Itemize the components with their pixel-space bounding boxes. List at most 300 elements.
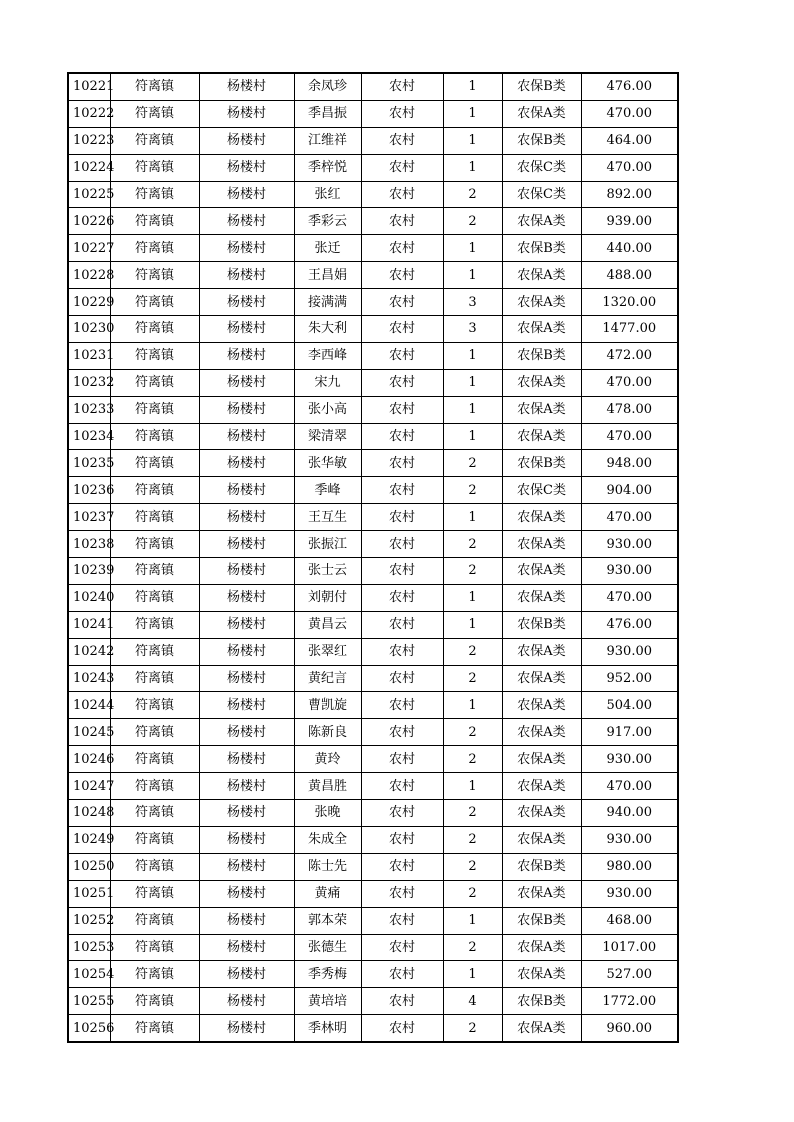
cell-count: 2 (443, 665, 502, 692)
cell-id: 10240 (68, 584, 110, 611)
cell-amount: 930.00 (581, 880, 678, 907)
cell-area-type: 农村 (361, 396, 443, 423)
cell-category: 农保A类 (502, 746, 581, 773)
cell-town: 符离镇 (110, 907, 199, 934)
cell-name: 王昌娟 (294, 262, 361, 289)
cell-category: 农保A类 (502, 800, 581, 827)
cell-village: 杨楼村 (199, 369, 294, 396)
cell-area-type: 农村 (361, 262, 443, 289)
cell-village: 杨楼村 (199, 611, 294, 638)
cell-id: 10226 (68, 208, 110, 235)
cell-id: 10223 (68, 127, 110, 154)
cell-amount: 917.00 (581, 719, 678, 746)
cell-count: 2 (443, 208, 502, 235)
cell-town: 符离镇 (110, 746, 199, 773)
cell-village: 杨楼村 (199, 773, 294, 800)
table-row (68, 73, 678, 100)
cell-amount: 980.00 (581, 853, 678, 880)
cell-area-type: 农村 (361, 369, 443, 396)
cell-amount: 470.00 (581, 423, 678, 450)
cell-count: 2 (443, 638, 502, 665)
cell-town: 符离镇 (110, 154, 199, 181)
cell-name: 江维祥 (294, 127, 361, 154)
cell-amount: 470.00 (581, 369, 678, 396)
cell-area-type: 农村 (361, 961, 443, 988)
cell-area-type: 农村 (361, 988, 443, 1015)
cell-area-type: 农村 (361, 477, 443, 504)
cell-amount: 488.00 (581, 262, 678, 289)
table-row (68, 423, 678, 450)
cell-village: 杨楼村 (199, 558, 294, 585)
cell-amount: 527.00 (581, 961, 678, 988)
cell-count: 4 (443, 988, 502, 1015)
cell-amount: 476.00 (581, 73, 678, 100)
cell-area-type: 农村 (361, 208, 443, 235)
cell-amount: 472.00 (581, 342, 678, 369)
cell-category: 农保A类 (502, 638, 581, 665)
cell-name: 黄昌云 (294, 611, 361, 638)
cell-category: 农保A类 (502, 504, 581, 531)
cell-name: 李西峰 (294, 342, 361, 369)
cell-count: 1 (443, 907, 502, 934)
table-body (68, 73, 678, 1042)
cell-village: 杨楼村 (199, 262, 294, 289)
cell-id: 10233 (68, 396, 110, 423)
cell-count: 2 (443, 477, 502, 504)
cell-count: 2 (443, 1015, 502, 1042)
cell-village: 杨楼村 (199, 504, 294, 531)
cell-area-type: 农村 (361, 127, 443, 154)
cell-id: 10250 (68, 853, 110, 880)
cell-amount: 1477.00 (581, 316, 678, 343)
cell-count: 2 (443, 719, 502, 746)
table-row (68, 880, 678, 907)
cell-amount: 952.00 (581, 665, 678, 692)
cell-id: 10221 (68, 73, 110, 100)
cell-town: 符离镇 (110, 853, 199, 880)
cell-village: 杨楼村 (199, 719, 294, 746)
cell-category: 农保A类 (502, 262, 581, 289)
cell-amount: 930.00 (581, 558, 678, 585)
cell-village: 杨楼村 (199, 531, 294, 558)
cell-village: 杨楼村 (199, 665, 294, 692)
table-row (68, 316, 678, 343)
cell-village: 杨楼村 (199, 477, 294, 504)
table-row (68, 961, 678, 988)
cell-area-type: 农村 (361, 1015, 443, 1042)
table-row (68, 638, 678, 665)
cell-name: 陈士先 (294, 853, 361, 880)
cell-name: 季峰 (294, 477, 361, 504)
cell-category: 农保B类 (502, 450, 581, 477)
cell-count: 1 (443, 342, 502, 369)
cell-town: 符离镇 (110, 477, 199, 504)
cell-amount: 930.00 (581, 638, 678, 665)
cell-area-type: 农村 (361, 746, 443, 773)
cell-area-type: 农村 (361, 316, 443, 343)
cell-id: 10238 (68, 531, 110, 558)
cell-amount: 464.00 (581, 127, 678, 154)
cell-name: 张红 (294, 181, 361, 208)
cell-town: 符离镇 (110, 504, 199, 531)
cell-village: 杨楼村 (199, 235, 294, 262)
table-row (68, 504, 678, 531)
cell-name: 张迁 (294, 235, 361, 262)
cell-name: 余凤珍 (294, 73, 361, 100)
cell-amount: 470.00 (581, 773, 678, 800)
cell-amount: 904.00 (581, 477, 678, 504)
table-row (68, 773, 678, 800)
cell-village: 杨楼村 (199, 934, 294, 961)
cell-category: 农保A类 (502, 584, 581, 611)
table-row (68, 665, 678, 692)
cell-name: 季彩云 (294, 208, 361, 235)
cell-town: 符离镇 (110, 800, 199, 827)
cell-area-type: 农村 (361, 853, 443, 880)
cell-count: 1 (443, 262, 502, 289)
cell-id: 10241 (68, 611, 110, 638)
cell-amount: 478.00 (581, 396, 678, 423)
cell-amount: 940.00 (581, 800, 678, 827)
cell-count: 1 (443, 235, 502, 262)
table-row (68, 584, 678, 611)
cell-name: 梁清翠 (294, 423, 361, 450)
cell-count: 1 (443, 961, 502, 988)
cell-category: 农保B类 (502, 988, 581, 1015)
table-row (68, 396, 678, 423)
cell-area-type: 农村 (361, 880, 443, 907)
cell-town: 符离镇 (110, 584, 199, 611)
cell-name: 张德生 (294, 934, 361, 961)
cell-category: 农保A类 (502, 1015, 581, 1042)
cell-area-type: 农村 (361, 181, 443, 208)
cell-name: 张翠红 (294, 638, 361, 665)
cell-count: 2 (443, 826, 502, 853)
cell-id: 10230 (68, 316, 110, 343)
cell-category: 农保A类 (502, 665, 581, 692)
cell-town: 符离镇 (110, 396, 199, 423)
table-row (68, 853, 678, 880)
cell-amount: 440.00 (581, 235, 678, 262)
cell-id: 10229 (68, 289, 110, 316)
cell-count: 2 (443, 934, 502, 961)
table-row (68, 692, 678, 719)
cell-id: 10244 (68, 692, 110, 719)
cell-name: 郭本荣 (294, 907, 361, 934)
cell-amount: 1320.00 (581, 289, 678, 316)
cell-town: 符离镇 (110, 423, 199, 450)
table-row (68, 1015, 678, 1042)
table-row (68, 719, 678, 746)
cell-id: 10227 (68, 235, 110, 262)
cell-amount: 476.00 (581, 611, 678, 638)
cell-id: 10232 (68, 369, 110, 396)
cell-category: 农保A类 (502, 208, 581, 235)
cell-count: 1 (443, 369, 502, 396)
table-row (68, 988, 678, 1015)
cell-town: 符离镇 (110, 961, 199, 988)
table-row (68, 127, 678, 154)
cell-count: 1 (443, 692, 502, 719)
table-row (68, 235, 678, 262)
cell-category: 农保A类 (502, 692, 581, 719)
cell-town: 符离镇 (110, 692, 199, 719)
cell-name: 陈新良 (294, 719, 361, 746)
cell-id: 10231 (68, 342, 110, 369)
cell-village: 杨楼村 (199, 826, 294, 853)
cell-category: 农保B类 (502, 342, 581, 369)
table-row (68, 100, 678, 127)
cell-id: 10225 (68, 181, 110, 208)
cell-town: 符离镇 (110, 73, 199, 100)
cell-town: 符离镇 (110, 316, 199, 343)
cell-village: 杨楼村 (199, 342, 294, 369)
cell-name: 黄玲 (294, 746, 361, 773)
cell-id: 10251 (68, 880, 110, 907)
cell-count: 1 (443, 396, 502, 423)
cell-amount: 930.00 (581, 826, 678, 853)
cell-id: 10256 (68, 1015, 110, 1042)
cell-town: 符离镇 (110, 880, 199, 907)
cell-name: 张晚 (294, 800, 361, 827)
cell-town: 符离镇 (110, 773, 199, 800)
table-row (68, 181, 678, 208)
cell-town: 符离镇 (110, 531, 199, 558)
cell-name: 刘朝付 (294, 584, 361, 611)
table-row (68, 342, 678, 369)
cell-amount: 960.00 (581, 1015, 678, 1042)
cell-village: 杨楼村 (199, 880, 294, 907)
cell-town: 符离镇 (110, 665, 199, 692)
cell-count: 2 (443, 746, 502, 773)
cell-village: 杨楼村 (199, 396, 294, 423)
cell-id: 10235 (68, 450, 110, 477)
cell-id: 10249 (68, 826, 110, 853)
cell-name: 接满满 (294, 289, 361, 316)
table-row (68, 934, 678, 961)
cell-area-type: 农村 (361, 154, 443, 181)
cell-count: 3 (443, 289, 502, 316)
cell-id: 10245 (68, 719, 110, 746)
data-table (67, 72, 679, 1043)
cell-area-type: 农村 (361, 423, 443, 450)
table-row (68, 611, 678, 638)
cell-amount: 470.00 (581, 154, 678, 181)
cell-category: 农保A类 (502, 880, 581, 907)
cell-town: 符离镇 (110, 369, 199, 396)
cell-area-type: 农村 (361, 342, 443, 369)
cell-category: 农保C类 (502, 154, 581, 181)
cell-town: 符离镇 (110, 558, 199, 585)
cell-area-type: 农村 (361, 289, 443, 316)
cell-town: 符离镇 (110, 262, 199, 289)
cell-name: 季昌振 (294, 100, 361, 127)
cell-category: 农保C类 (502, 477, 581, 504)
cell-amount: 930.00 (581, 746, 678, 773)
cell-name: 张华敏 (294, 450, 361, 477)
table-row (68, 477, 678, 504)
table-row (68, 208, 678, 235)
cell-id: 10237 (68, 504, 110, 531)
table-row (68, 450, 678, 477)
cell-town: 符离镇 (110, 450, 199, 477)
cell-name: 宋九 (294, 369, 361, 396)
table-row (68, 558, 678, 585)
cell-count: 1 (443, 584, 502, 611)
cell-amount: 470.00 (581, 584, 678, 611)
cell-area-type: 农村 (361, 800, 443, 827)
cell-category: 农保A类 (502, 316, 581, 343)
cell-area-type: 农村 (361, 719, 443, 746)
cell-village: 杨楼村 (199, 316, 294, 343)
cell-category: 农保B类 (502, 73, 581, 100)
cell-name: 黄昌胜 (294, 773, 361, 800)
cell-name: 曹凯旋 (294, 692, 361, 719)
cell-amount: 470.00 (581, 100, 678, 127)
cell-village: 杨楼村 (199, 746, 294, 773)
cell-village: 杨楼村 (199, 853, 294, 880)
table-row (68, 826, 678, 853)
cell-amount: 1017.00 (581, 934, 678, 961)
cell-village: 杨楼村 (199, 988, 294, 1015)
cell-id: 10224 (68, 154, 110, 181)
cell-amount: 930.00 (581, 531, 678, 558)
cell-area-type: 农村 (361, 773, 443, 800)
cell-name: 朱成全 (294, 826, 361, 853)
cell-category: 农保C类 (502, 181, 581, 208)
cell-area-type: 农村 (361, 934, 443, 961)
cell-town: 符离镇 (110, 181, 199, 208)
cell-category: 农保A类 (502, 934, 581, 961)
cell-village: 杨楼村 (199, 961, 294, 988)
cell-town: 符离镇 (110, 289, 199, 316)
cell-village: 杨楼村 (199, 208, 294, 235)
cell-village: 杨楼村 (199, 638, 294, 665)
cell-count: 2 (443, 558, 502, 585)
cell-area-type: 农村 (361, 73, 443, 100)
cell-area-type: 农村 (361, 235, 443, 262)
cell-village: 杨楼村 (199, 181, 294, 208)
cell-amount: 892.00 (581, 181, 678, 208)
cell-town: 符离镇 (110, 1015, 199, 1042)
cell-count: 2 (443, 853, 502, 880)
cell-town: 符离镇 (110, 100, 199, 127)
cell-area-type: 农村 (361, 907, 443, 934)
table-row (68, 907, 678, 934)
cell-id: 10248 (68, 800, 110, 827)
cell-area-type: 农村 (361, 665, 443, 692)
cell-area-type: 农村 (361, 531, 443, 558)
table-row (68, 531, 678, 558)
cell-name: 张小高 (294, 396, 361, 423)
cell-category: 农保A类 (502, 396, 581, 423)
cell-category: 农保B类 (502, 907, 581, 934)
cell-village: 杨楼村 (199, 450, 294, 477)
cell-area-type: 农村 (361, 558, 443, 585)
cell-id: 10239 (68, 558, 110, 585)
cell-town: 符离镇 (110, 342, 199, 369)
cell-village: 杨楼村 (199, 692, 294, 719)
cell-category: 农保B类 (502, 127, 581, 154)
table-row (68, 369, 678, 396)
cell-village: 杨楼村 (199, 800, 294, 827)
cell-category: 农保A类 (502, 826, 581, 853)
cell-category: 农保A类 (502, 558, 581, 585)
cell-id: 10236 (68, 477, 110, 504)
cell-amount: 504.00 (581, 692, 678, 719)
cell-amount: 948.00 (581, 450, 678, 477)
cell-count: 2 (443, 531, 502, 558)
cell-name: 王互生 (294, 504, 361, 531)
table-row (68, 746, 678, 773)
cell-village: 杨楼村 (199, 154, 294, 181)
cell-id: 10242 (68, 638, 110, 665)
cell-amount: 1772.00 (581, 988, 678, 1015)
cell-id: 10252 (68, 907, 110, 934)
table-row (68, 262, 678, 289)
cell-count: 2 (443, 181, 502, 208)
cell-name: 黄纪言 (294, 665, 361, 692)
cell-category: 农保A类 (502, 289, 581, 316)
cell-name: 张振江 (294, 531, 361, 558)
cell-village: 杨楼村 (199, 127, 294, 154)
cell-count: 1 (443, 154, 502, 181)
cell-count: 1 (443, 611, 502, 638)
cell-village: 杨楼村 (199, 1015, 294, 1042)
cell-area-type: 农村 (361, 450, 443, 477)
cell-area-type: 农村 (361, 584, 443, 611)
cell-area-type: 农村 (361, 504, 443, 531)
cell-id: 10246 (68, 746, 110, 773)
cell-category: 农保A类 (502, 369, 581, 396)
cell-category: 农保B类 (502, 853, 581, 880)
cell-town: 符离镇 (110, 638, 199, 665)
cell-count: 2 (443, 800, 502, 827)
cell-category: 农保A类 (502, 961, 581, 988)
cell-town: 符离镇 (110, 934, 199, 961)
cell-category: 农保A类 (502, 531, 581, 558)
cell-id: 10243 (68, 665, 110, 692)
cell-village: 杨楼村 (199, 289, 294, 316)
cell-town: 符离镇 (110, 235, 199, 262)
cell-area-type: 农村 (361, 692, 443, 719)
cell-category: 农保A类 (502, 773, 581, 800)
cell-village: 杨楼村 (199, 73, 294, 100)
cell-count: 1 (443, 100, 502, 127)
cell-village: 杨楼村 (199, 100, 294, 127)
cell-id: 10247 (68, 773, 110, 800)
cell-name: 黄痛 (294, 880, 361, 907)
cell-count: 1 (443, 773, 502, 800)
cell-category: 农保A类 (502, 719, 581, 746)
cell-amount: 470.00 (581, 504, 678, 531)
cell-town: 符离镇 (110, 826, 199, 853)
cell-town: 符离镇 (110, 208, 199, 235)
cell-area-type: 农村 (361, 611, 443, 638)
cell-id: 10222 (68, 100, 110, 127)
table-row (68, 154, 678, 181)
cell-count: 1 (443, 73, 502, 100)
cell-area-type: 农村 (361, 100, 443, 127)
cell-category: 农保B类 (502, 611, 581, 638)
cell-id: 10255 (68, 988, 110, 1015)
cell-count: 2 (443, 880, 502, 907)
cell-name: 朱大利 (294, 316, 361, 343)
cell-count: 2 (443, 450, 502, 477)
table-row (68, 800, 678, 827)
cell-village: 杨楼村 (199, 584, 294, 611)
cell-name: 黄培培 (294, 988, 361, 1015)
